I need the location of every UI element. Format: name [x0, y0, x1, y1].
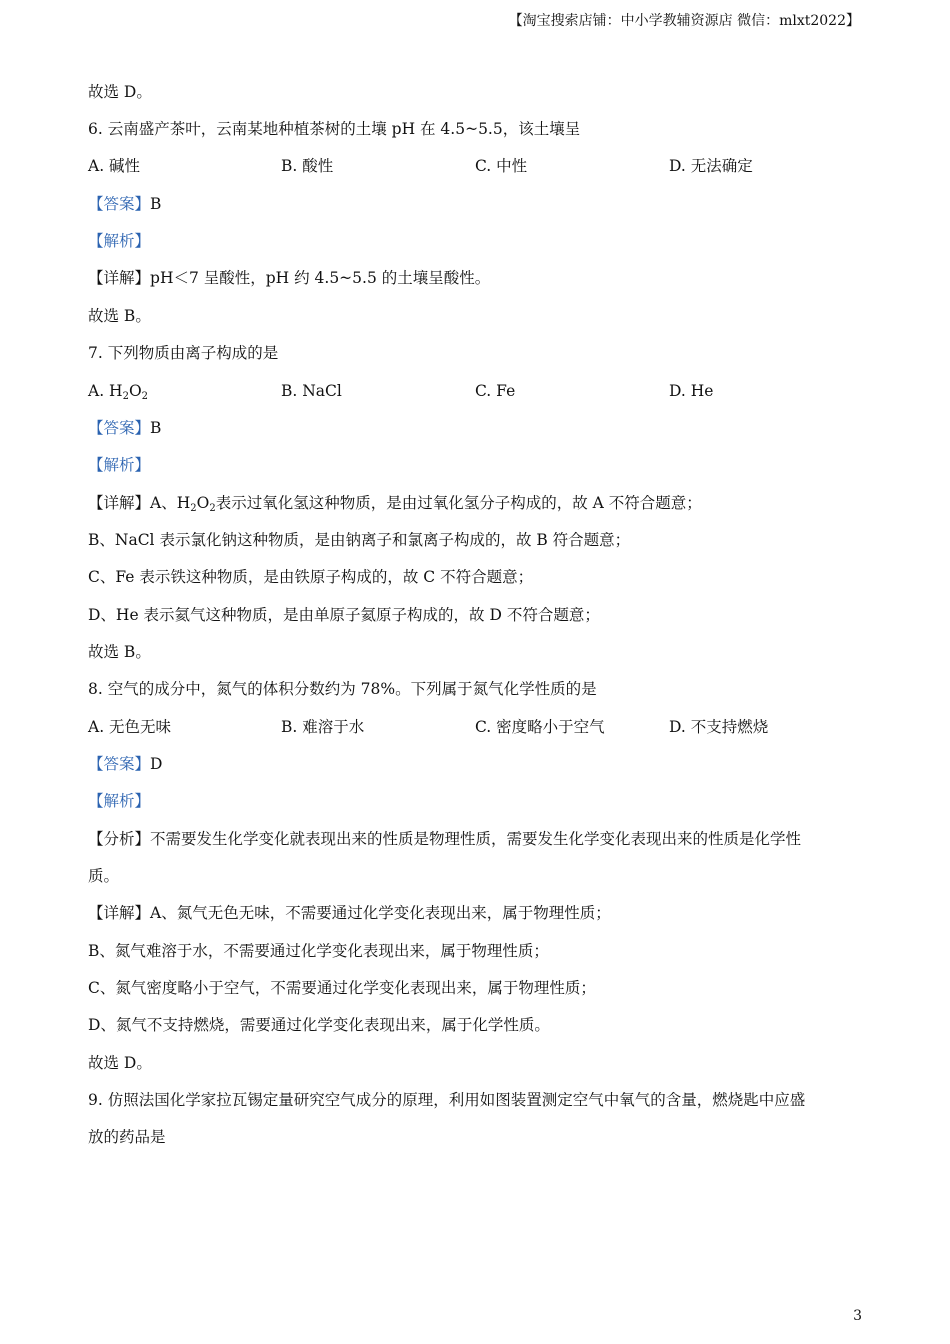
q7-analysis-tag — [88, 455, 150, 475]
detail-tag: 【详解】 — [88, 904, 151, 922]
q5-conclusion: 故选 D。 — [88, 83, 152, 101]
q8-option-d: D. 不支持燃烧 — [669, 718, 769, 736]
q8-answer — [88, 754, 162, 774]
q7-detail-a: 【详解】A、$H_2O_2$表示过氧化氢这种物质，是由过氧化氢分子构成的，故 A 不符合题意； — [88, 494, 702, 514]
q8-analyze-2: 质。 — [88, 867, 120, 885]
q6-option-d: D. 无法确定 — [669, 157, 753, 175]
q6-detail — [88, 268, 490, 288]
q8-detail-b: B、氮气难溶于水，不需要通过化学变化表现出来，属于物理性质； — [88, 942, 549, 960]
analysis-tag: 【解析】 — [88, 792, 151, 810]
analysis-tag: 【解析】 — [88, 232, 151, 250]
q8-analysis-tag — [88, 791, 150, 811]
answer-tag: 【答案】 — [88, 419, 151, 437]
q6-answer — [88, 194, 161, 214]
q7-stem: 7. 下列物质由离子构成的是 — [88, 344, 279, 362]
q6-answer-value: B — [150, 195, 162, 213]
q8-answer-value: D — [150, 755, 163, 773]
q7-conclusion: 故选 B。 — [88, 643, 151, 661]
q9-stem-2: 放的药品是 — [88, 1128, 166, 1146]
q7-detail-b: B、NaCl 表示氯化钠这种物质，是由钠离子和氯离子构成的，故 B 符合题意； — [88, 531, 631, 549]
q8-analyze-1: 【分析】不需要发生化学变化就表现出来的性质是物理性质，需要发生化学变化表现出来的性质是化学性 — [88, 830, 802, 848]
q8-detail-a: 【详解】A、氮气无色无味，不需要通过化学变化表现出来，属于物理性质； — [88, 904, 611, 922]
page-number: 3 — [853, 1308, 862, 1324]
q8-stem: 8. 空气的成分中，氮气的体积分数约为 78%。下列属于氮气化学性质的是 — [88, 680, 597, 698]
detail-tag: 【详解】 — [88, 269, 151, 287]
q8-option-c: C. 密度略小于空气 — [475, 718, 605, 736]
q6-detail-text: pH＜7 呈酸性，pH 约 4.5~5.5 的土壤呈酸性。 — [150, 269, 491, 287]
answer-tag: 【答案】 — [88, 195, 151, 213]
q7-detail-d: D、He 表示氦气这种物质，是由单原子氦原子构成的，故 D 不符合题意； — [88, 606, 600, 624]
answer-tag: 【答案】 — [88, 755, 151, 773]
q9-stem-1: 9. 仿照法国化学家拉瓦锡定量研究空气成分的原理，利用如图装置测定空气中氧气的含量，燃烧匙中应盛 — [88, 1091, 806, 1109]
q8-option-a: A. 无色无味 — [88, 718, 172, 736]
q7-option-d: D. He — [669, 382, 714, 400]
q7-answer — [88, 418, 161, 438]
q6-option-c: C. 中性 — [475, 157, 528, 175]
q8-option-b: B. 难溶于水 — [281, 718, 365, 736]
q7-detail-c: C、Fe 表示铁这种物质，是由铁原子构成的，故 C 不符合题意； — [88, 568, 534, 586]
q8-detail-d: D、氮气不支持燃烧，需要通过化学变化表现出来，属于化学性质。 — [88, 1016, 550, 1034]
analysis-tag: 【解析】 — [88, 456, 151, 474]
q6-stem: 6. 云南盛产茶叶，云南某地种植茶树的土壤 pH 在 4.5~5.5，该土壤呈 — [88, 120, 581, 138]
q7-option-b: B. NaCl — [281, 382, 342, 400]
analyze-tag: 【分析】 — [88, 830, 151, 848]
q6-option-a: A. 碱性 — [88, 157, 141, 175]
q6-conclusion: 故选 B。 — [88, 307, 151, 325]
page-header: 【淘宝搜索店铺：中小学教辅资源店 微信：mlxt2022】 — [508, 13, 860, 29]
q6-analysis-tag — [88, 231, 150, 251]
q7-answer-value: B — [150, 419, 162, 437]
q8-conclusion: 故选 D。 — [88, 1054, 152, 1072]
q8-detail-c: C、氮气密度略小于空气，不需要通过化学变化表现出来，属于物理性质； — [88, 979, 596, 997]
q6-option-b: B. 酸性 — [281, 157, 334, 175]
detail-tag: 【详解】 — [88, 494, 151, 512]
q7-option-c: C. Fe — [475, 382, 516, 400]
q7-option-a: A. $H_2O_2$ — [88, 382, 149, 402]
